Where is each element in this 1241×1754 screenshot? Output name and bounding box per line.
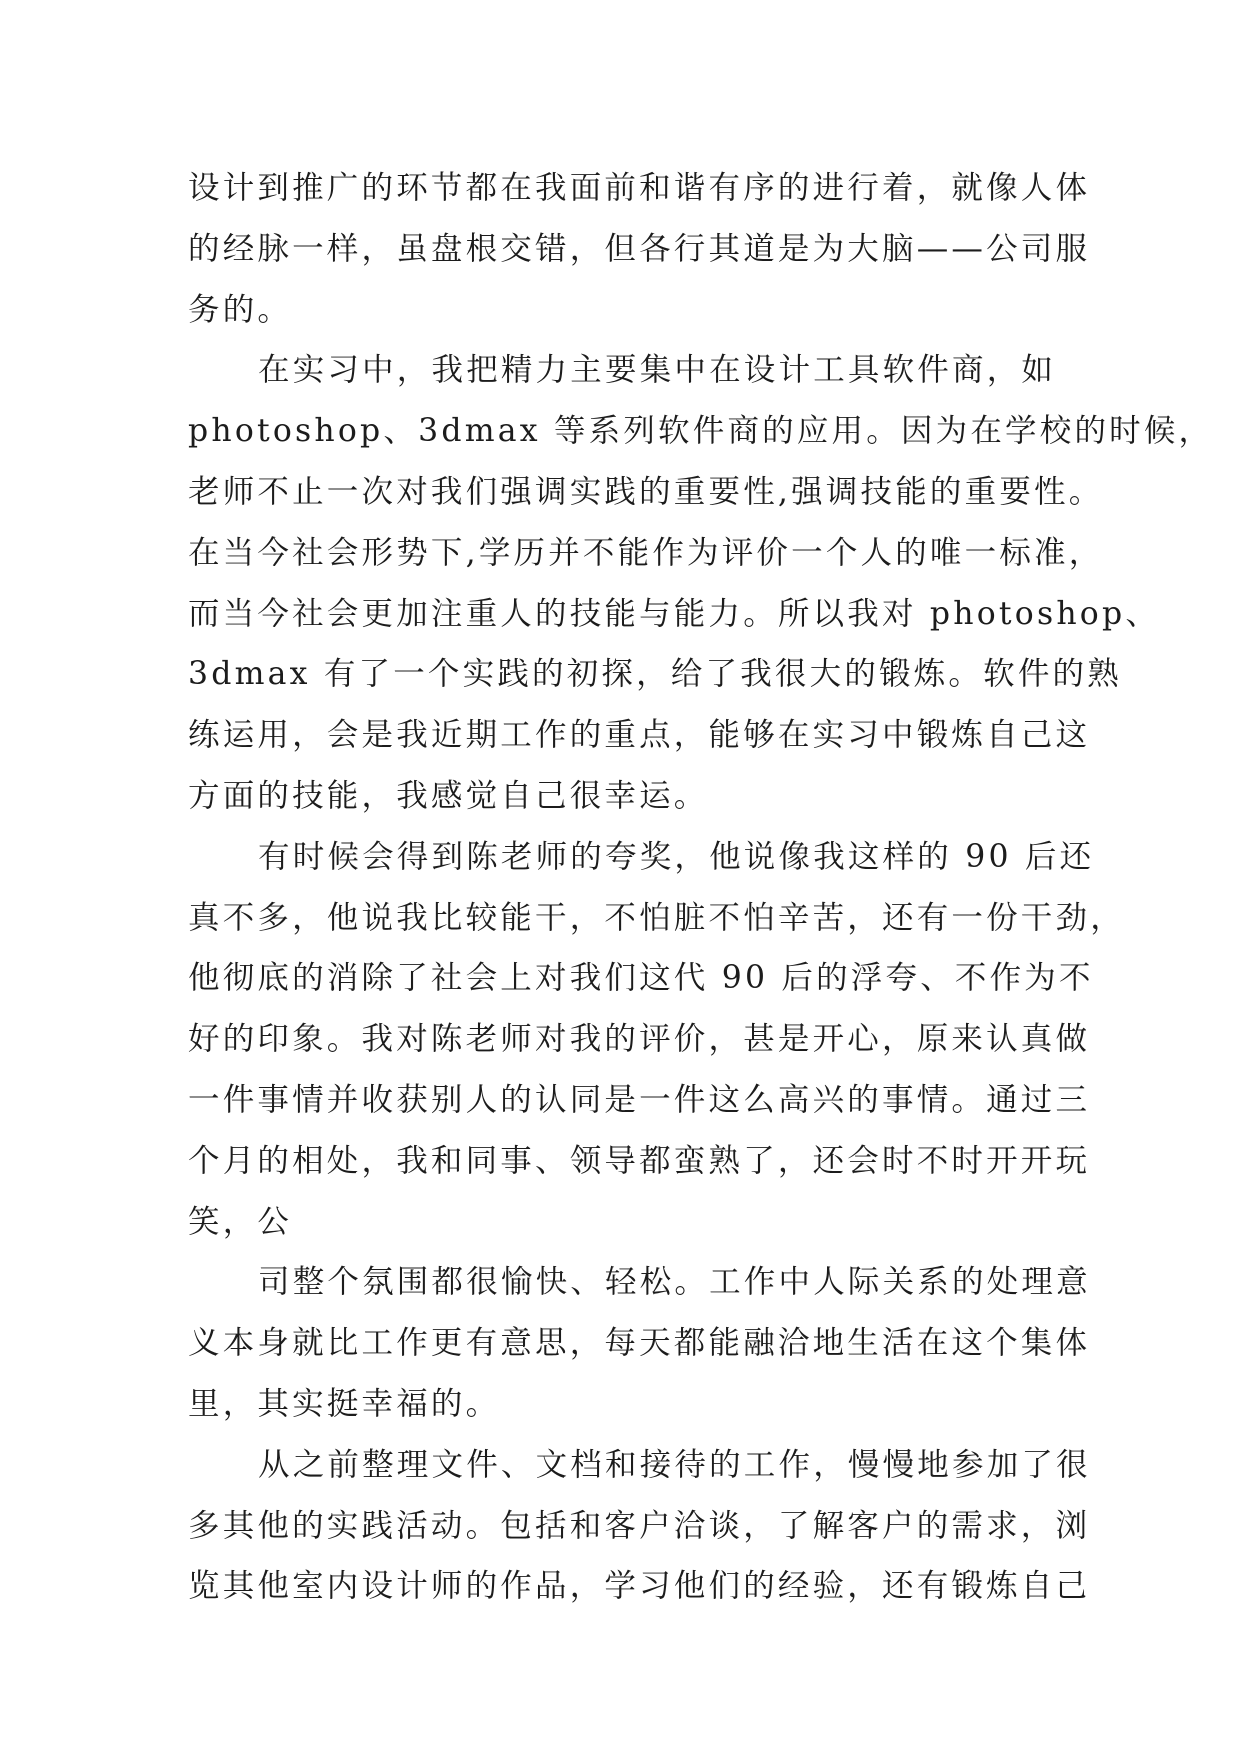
- text-line: 而当今社会更加注重人的技能与能力。所以我对 photoshop、: [188, 595, 1161, 632]
- text-line: 多其他的实践活动。包括和客户洽谈，了解客户的需求，浏: [188, 1507, 1091, 1544]
- paragraph-first-line: 从之前整理文件、文档和接待的工作，慢慢地参加了很: [258, 1446, 1091, 1483]
- paragraph-first-line: 司整个氛围都很愉快、轻松。工作中人际关系的处理意: [258, 1264, 1091, 1301]
- text-line: 在当今社会形势下,学历并不能作为评价一个人的唯一标准，: [188, 534, 1104, 571]
- text-line: 一件事情并收获别人的认同是一件这么高兴的事情。通过三: [188, 1081, 1091, 1118]
- text-line: 里，其实挺幸福的。: [188, 1385, 501, 1422]
- paragraph-first-line: 有时候会得到陈老师的夸奖，他说像我这样的 90 后还: [258, 838, 1095, 875]
- text-line: 设计到推广的环节都在我面前和谐有序的进行着，就像人体: [188, 170, 1091, 206]
- text-line: 好的印象。我对陈老师对我的评价，甚是开心，原来认真做: [188, 1021, 1091, 1058]
- text-line: 览其他室内设计师的作品，学习他们的经验，还有锻炼自己: [188, 1568, 1091, 1605]
- text-line: 练运用，会是我近期工作的重点，能够在实习中锻炼自己这: [188, 717, 1091, 754]
- text-line: photoshop、3dmax 等系列软件商的应用。因为在学校的时候，: [188, 413, 1214, 450]
- text-line: 他彻底的消除了社会上对我们这代 90 后的浮夸、不作为不: [188, 960, 1094, 997]
- text-line: 个月的相处，我和同事、领导都蛮熟了，还会时不时开开玩: [188, 1142, 1091, 1179]
- document-body: [188, 158, 1214, 1617]
- text-line: 真不多，他说我比较能干，不怕脏不怕辛苦，还有一份干劲，: [188, 899, 1125, 936]
- text-line: 笑，公: [188, 1203, 293, 1240]
- text-line: 老师不止一次对我们强调实践的重要性,强调技能的重要性。: [188, 473, 1104, 510]
- text-line: 的经脉一样，虽盘根交错，但各行其道是为大脑——公司服: [188, 230, 1091, 267]
- text-line: 方面的技能，我感觉自己很幸运。: [188, 777, 709, 814]
- text-line: 3dmax 有了一个实践的初探，给了我很大的锻炼。软件的熟: [188, 656, 1122, 693]
- paragraph-first-line: 在实习中，我把精力主要集中在设计工具软件商，如: [258, 352, 1057, 389]
- text-line: 义本身就比工作更有意思，每天都能融洽地生活在这个集体: [188, 1325, 1091, 1362]
- text-line: 务的。: [188, 291, 293, 328]
